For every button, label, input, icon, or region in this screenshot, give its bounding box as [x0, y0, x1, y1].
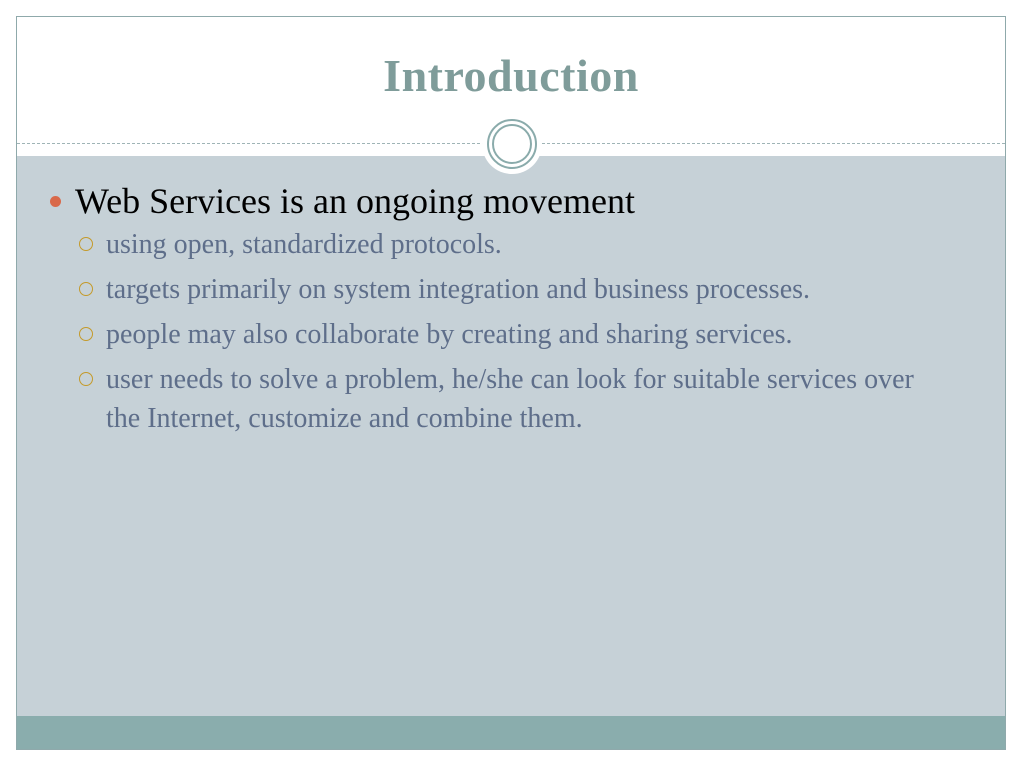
- footer-bar: [17, 716, 1005, 750]
- hollow-circle-bullet-icon: [79, 327, 93, 341]
- filled-circle-bullet-icon: [50, 196, 61, 207]
- bullet-level1: [75, 177, 1005, 225]
- hollow-circle-bullet-icon: [79, 372, 93, 386]
- bullet-level2: [106, 270, 945, 309]
- ornament-inner-ring: [492, 124, 532, 164]
- slide-title: Introduction: [383, 50, 639, 101]
- bullet-level1-text: Web Services is an ongoing movement: [75, 181, 635, 221]
- bullet-level2: [106, 360, 945, 438]
- slide-content: [17, 177, 1005, 438]
- bullet-level2-text: people may also collaborate by creating and sharing services.: [106, 319, 793, 350]
- bullet-level2-text: user needs to solve a problem, he/she can look for suitable services over the Internet, customize and combine them.: [106, 364, 914, 434]
- bullet-level2-text: targets primarily on system integration and business processes.: [106, 274, 811, 305]
- bullet-level2: [106, 225, 945, 264]
- hollow-circle-bullet-icon: [79, 282, 93, 296]
- hollow-circle-bullet-icon: [79, 237, 93, 251]
- bullet-level2-text: using open, standardized protocols.: [106, 229, 502, 260]
- bullet-level2: [106, 315, 945, 354]
- slide: [16, 16, 1006, 750]
